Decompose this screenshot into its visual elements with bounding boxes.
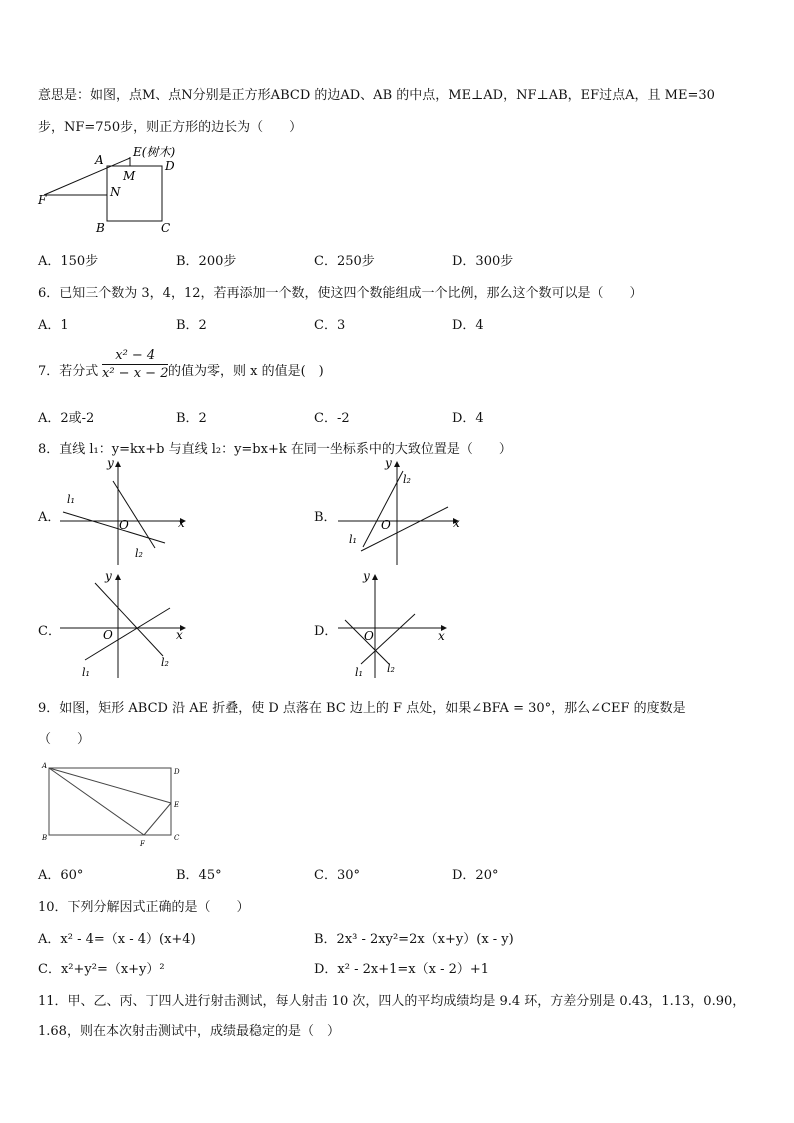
q7-numerator: x² − 4	[102, 348, 168, 365]
q5-option-c[interactable]: C．250步	[314, 254, 375, 269]
q11-stem-line2: 1.68，则在本次射击测试中，成绩最稳定的是（ ）	[38, 1024, 340, 1039]
y-arrow	[115, 574, 121, 580]
x-label: x	[176, 628, 183, 642]
line-l1	[85, 608, 170, 660]
origin-label: O	[119, 518, 129, 532]
segment-ae	[49, 768, 171, 803]
label-n: N	[110, 185, 121, 199]
q5-option-b[interactable]: B．200步	[176, 254, 237, 269]
line-l1	[361, 507, 448, 551]
q6-option-b[interactable]: B．2	[176, 318, 207, 333]
label-c: C	[174, 834, 180, 842]
l2-label: l₂	[387, 662, 395, 675]
q8-graph-c[interactable]	[55, 568, 195, 683]
y-arrow	[372, 574, 378, 580]
y-label: y	[385, 456, 392, 470]
q6-option-c[interactable]: C．3	[314, 318, 346, 333]
q9-option-c[interactable]: C．30°	[314, 868, 360, 883]
label-c: C	[161, 221, 171, 235]
line-l2	[95, 583, 163, 656]
q7-option-a[interactable]: A．2或-2	[38, 411, 95, 426]
q8-option-b-label[interactable]: B．	[314, 510, 337, 525]
label-e: E(树木)	[133, 145, 176, 159]
label-a: A	[95, 153, 104, 167]
origin-label: O	[381, 518, 391, 532]
label-d: D	[165, 159, 175, 173]
l1-label: l₁	[82, 666, 90, 679]
q9-stem-line2: （ ）	[38, 732, 91, 747]
q9-option-b[interactable]: B．45°	[176, 868, 222, 883]
segment-af	[49, 768, 144, 835]
x-label: x	[438, 629, 445, 643]
q11-stem-line1: 11．甲、乙、丙、丁四人进行射击测试，每人射击 10 次，四人的平均成绩均是 9.4 环，方差分别是 0.43，1.13，0.90，	[38, 994, 746, 1009]
label-d: D	[174, 768, 180, 776]
q6-option-d[interactable]: D．4	[452, 318, 484, 333]
label-b: B	[42, 834, 48, 842]
x-label: x	[453, 516, 460, 530]
l1-label: l₁	[67, 493, 75, 506]
l1-label: l₁	[355, 666, 363, 679]
l2-label: l₂	[161, 656, 169, 669]
q9-option-d[interactable]: D．20°	[452, 868, 499, 883]
q9-stem-line1: 9．如图，矩形 ABCD 沿 AE 折叠，使 D 点落在 BC 边上的 F 点处，如果∠BFA = 30°，那么∠CEF 的度数是	[38, 701, 686, 716]
q7-stem-prefix: 7．若分式	[38, 364, 99, 379]
q9-rectangle-figure	[38, 760, 198, 850]
q7-option-d[interactable]: D．4	[452, 411, 484, 426]
x-label: x	[178, 516, 185, 530]
q7-denominator: x² − x − 2	[102, 366, 169, 381]
origin-label: O	[103, 628, 113, 642]
q8-graph-a[interactable]	[55, 455, 195, 570]
y-label: y	[105, 569, 112, 583]
q5-option-d[interactable]: D．300步	[452, 254, 514, 269]
l1-label: l₁	[349, 533, 357, 546]
q8-option-c-label[interactable]: C．	[38, 624, 61, 639]
q5-stem-line1: 意思是：如图，点M、点N分别是正方形ABCD 的边AD、AB 的中点，ME⊥AD，NF⊥AB，EF过点A，且 ME=30	[38, 88, 715, 103]
q7-fraction	[102, 348, 168, 381]
q7-stem-suffix: 的值为零，则 x 的值是( )	[168, 364, 324, 379]
q9-option-a[interactable]: A．60°	[38, 868, 84, 883]
line-l2	[113, 481, 155, 548]
q8-graph-d[interactable]	[333, 568, 483, 683]
q10-option-a[interactable]: A．x² - 4=（x - 4）(x+4)	[38, 932, 196, 947]
q8-option-d-label[interactable]: D．	[314, 624, 338, 639]
q6-stem: 6．已知三个数为 3，4，12，若再添加一个数，使这四个数能组成一个比例，那么这个数可以是（ ）	[38, 286, 643, 301]
label-a: A	[42, 762, 48, 770]
q7-option-c[interactable]: C．-2	[314, 411, 350, 426]
l2-label: l₂	[403, 473, 411, 486]
q5-stem-line2: 步，NF=750步，则正方形的边长为（ ）	[38, 120, 303, 135]
y-arrow	[115, 461, 121, 467]
q8-graph-b[interactable]	[333, 455, 483, 570]
q10-stem: 10．下列分解因式正确的是（ ）	[38, 900, 250, 915]
y-label: y	[363, 569, 370, 583]
label-f: F	[38, 193, 47, 207]
q10-option-c[interactable]: C．x²+y²=（x+y）²	[38, 962, 165, 977]
segment-ef	[144, 803, 171, 835]
q10-option-d[interactable]: D．x² - 2x+1=x（x - 2）+1	[314, 962, 490, 977]
y-arrow	[394, 461, 400, 467]
line-l2	[345, 620, 389, 664]
origin-label: O	[364, 629, 374, 643]
q5-square-figure	[30, 140, 230, 240]
l2-label: l₂	[135, 547, 143, 560]
q8-stem: 8．直线 l₁：y=kx+b 与直线 l₂：y=bx+k 在同一坐标系中的大致位置是（ ）	[38, 442, 512, 457]
q10-option-b[interactable]: B．2x³ - 2xy²=2x（x+y）(x - y)	[314, 932, 514, 947]
label-e: E	[174, 801, 180, 809]
y-label: y	[107, 456, 114, 470]
q5-option-a[interactable]: A．150步	[38, 254, 99, 269]
q6-option-a[interactable]: A．1	[38, 318, 69, 333]
line-l1	[63, 512, 165, 543]
q8-option-a-label[interactable]: A．	[38, 510, 61, 525]
label-f: F	[140, 840, 145, 848]
label-b: B	[96, 221, 105, 235]
label-m: M	[123, 169, 136, 183]
q7-option-b[interactable]: B．2	[176, 411, 207, 426]
